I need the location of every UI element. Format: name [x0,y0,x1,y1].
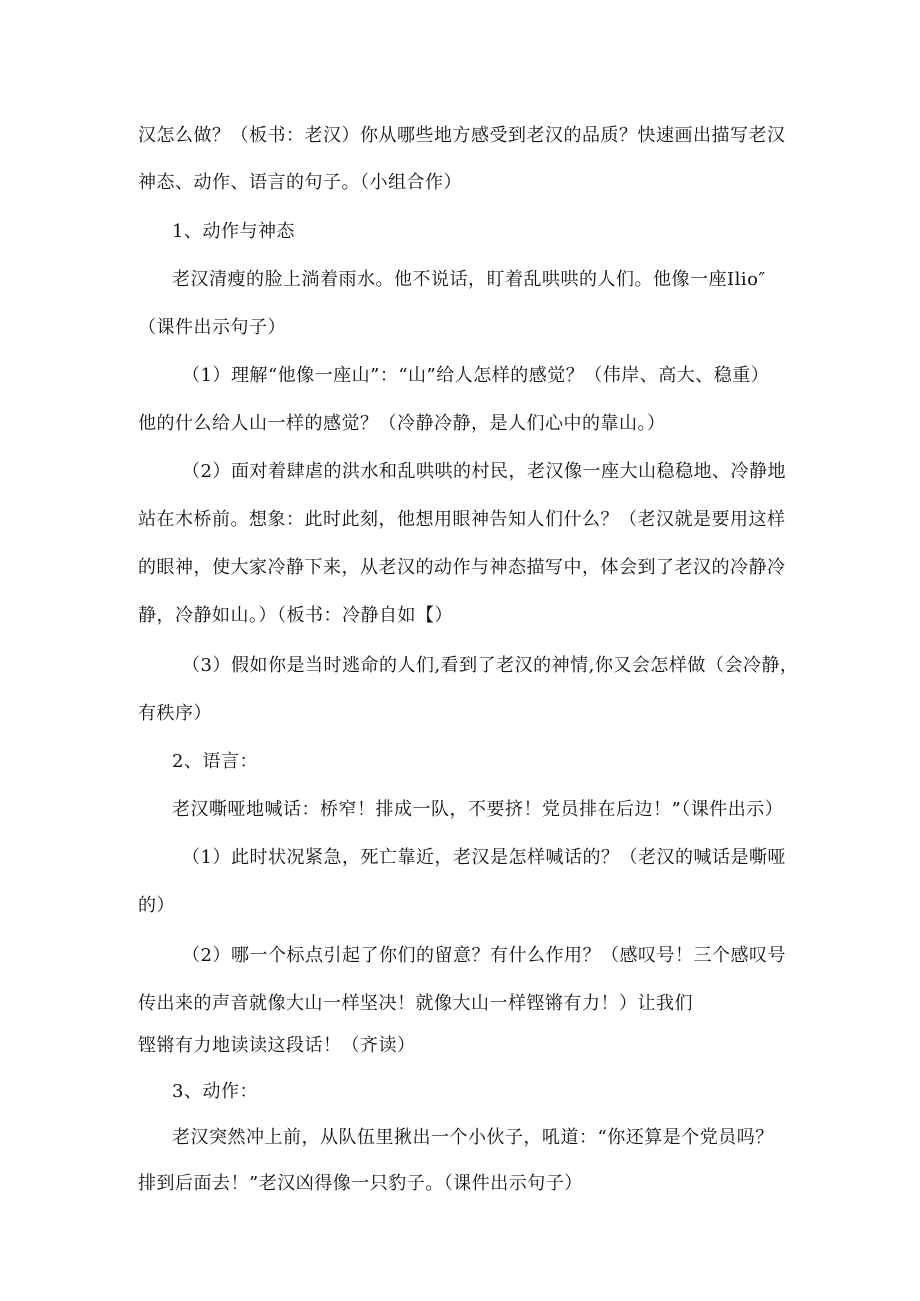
text-line: 神态、动作、语言的句子。（小组合作） [138,172,462,193]
text-line: （课件出示句子） [138,317,286,338]
text-line: 传出来的声音就像大山一样坚决！就像大山一样铿锵有力！）让我们 [138,993,693,1014]
text-line: 老汉清瘦的脸上淌着雨水。他不说话，盯着乱哄哄的人们。他像一座Ilio″ [172,269,766,290]
text-line: 的眼神，使大家冷静下来，从老汉的动作与神态描写中，体会到了老汉的冷静冷 [138,557,786,578]
text-line: （2）哪一个标点引起了你们的留意？有什么作用？（感叹号！三个感叹号 [182,945,786,966]
text-line: 铿锵有力地读读这段话！（齐读） [138,1035,416,1056]
text-line: （2）面对着肆虐的洪水和乱哄哄的村民，老汉像一座大山稳稳地、冷静地 [182,461,786,482]
section-heading: 3、动作： [172,1081,258,1102]
text-line: 排到后面去！”老汉凶得像一只豹子。（课件出示句子） [138,1173,583,1194]
text-line: 站在木桥前。想象：此时此刻，他想用眼神告知人们什么？（老汉就是要用这样 [138,509,786,530]
text-line: 汉怎么做？（板书：老汉）你从哪些地方感受到老汉的品质？快速画出描写老汉 [138,125,786,146]
text-line: 静，冷静如山。）（板书：冷静自如【） [138,605,453,626]
text-line: 有秩序） [138,703,212,724]
text-line: 他的什么给人山一样的感觉？（冷静冷静，是人们心中的靠山。） [138,413,666,434]
text-line: 老汉突然冲上前，从队伍里揪出一个小伙子，吼道：“你还算是个党员吗？ [172,1127,774,1148]
section-heading: 2、语言： [172,751,258,772]
text-line: 老汉嘶哑地喊话：桥窄！排成一队，不要挤！党员排在后边！”（课件出示） [172,799,784,820]
section-heading: 1、动作与神态 [172,221,295,242]
text-line: （1）此时状况紧急，死亡靠近，老汉是怎样喊话的？（老汉的喊话是嘶哑 [182,847,786,868]
text-line: 的） [138,895,175,916]
text-line: （3）假如你是当时逃命的人们,看到了老汉的神情,你又会怎样做（会冷静， [182,655,799,676]
text-line: （1）理解“他像一座山”：“山”给人怎样的感觉？（伟岸、高大、稳重） [182,365,770,386]
